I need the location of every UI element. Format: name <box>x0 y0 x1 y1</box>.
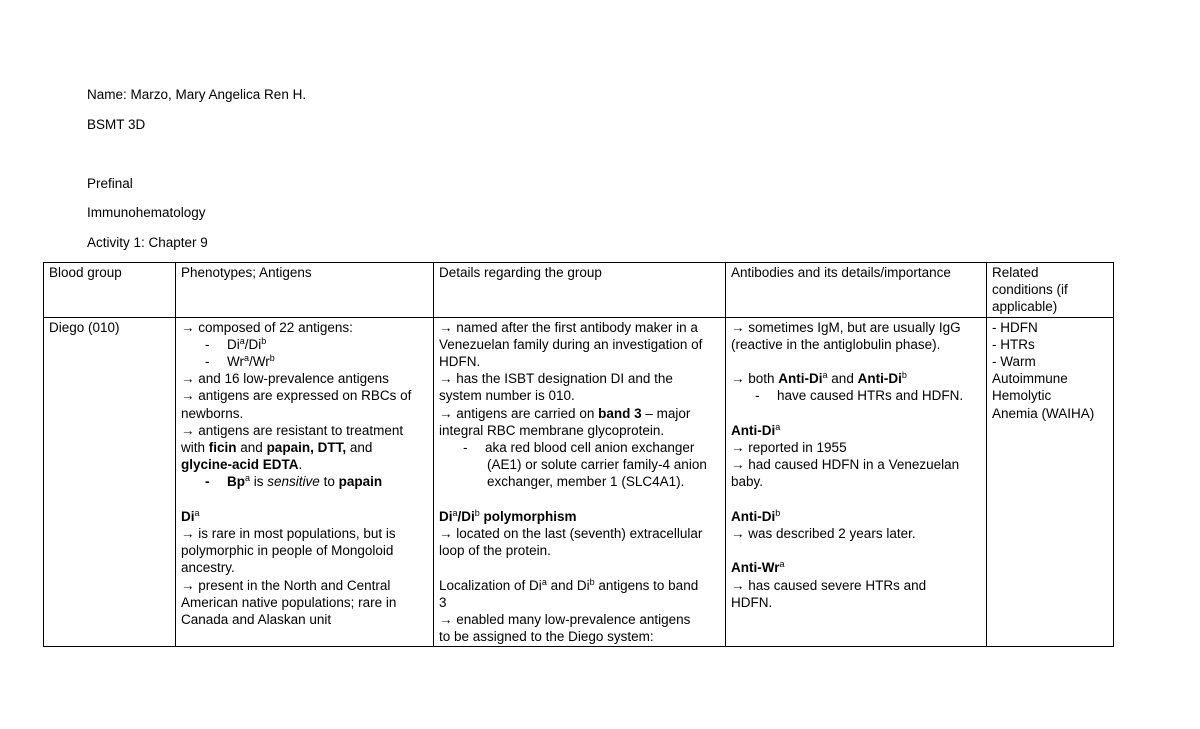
header-phenotypes: Phenotypes; Antigens <box>176 263 434 318</box>
header-related-conditions: Related conditions (if applicable) <box>987 263 1114 318</box>
student-name: Name: Marzo, Mary Angelica Ren H. <box>87 87 307 102</box>
blood-group-table <box>43 262 1114 647</box>
dia-title: Di$^a$ <box>181 507 200 524</box>
table-header-row <box>44 263 1114 318</box>
polymorphism-title: Di$^a$/Di$^b$ polymorphism <box>439 507 577 524</box>
section-label: BSMT 3D <box>87 117 146 132</box>
header-details: Details regarding the group <box>434 263 726 318</box>
cell-phenotypes: → composed of 22 antigens: - Di$^a$/Di$^b$ - $Wr^a/Wr^b$ → and 16 low-prevalence antigens → antigens are expressed on RBCs of newborns. → antigens are resistant to treatment with ficin and papain, DTT, and glycine-acid EDTA. - Bp$^a$ is sensitive to papain $Di^a$ → is rare in most populations, but is polymorphic in people of Mongoloid ancestry. → present in the North and Central American native populations; rare in Canada and Alaskan unit <box>176 317 434 647</box>
header-blood-group: Blood group <box>44 263 176 318</box>
table-row <box>44 317 1114 647</box>
anti-dia-title: Anti-Di$^a$ <box>731 421 781 438</box>
cell-related-conditions: - HDFN - HTRs - Warm Autoimmune Hemolytic Anemia (WAIHA) <box>987 317 1114 647</box>
term-label: Prefinal <box>87 176 133 191</box>
cell-antibodies: → sometimes IgM, but are usually IgG (reactive in the antiglobulin phase). → both Anti-Di$^a$ and Anti-Di$^b$ - have caused HTRs and HDFN. Anti-$Di^a$ → reported in 1955 → had caused HDFN in a Venezuelan baby. Anti-$Di^b$ → was described 2 years later. Anti-$Wr^a$ → has caused severe HTRs and HDFN. <box>726 317 987 647</box>
cell-details: → named after the first antibody maker in a Venezuelan family during an investigation of HDFN. → has the ISBT designation DI and the system number is 010. → antigens are carried on band 3 – major integral RBC membrane glycoprotein. - aka red blood cell anion exchanger (AE1) or solute carrier family-4 anion exchanger, member 1 (SLC4A1). Di$^a$/Di$^b$ polymorphism → located on the last (seventh) extracellular loop of the protein. Localization of Di$^a$ and Di$^b$ antigens to band 3 → enabled many low-prevalence antigens to be assigned to the Diego system: <box>434 317 726 647</box>
subject-label: Immunohematology <box>87 205 206 220</box>
header-antibodies: Antibodies and its details/importance <box>726 263 987 318</box>
cell-blood-group: Diego (010) <box>44 317 176 647</box>
activity-label: Activity 1: Chapter 9 <box>87 235 208 250</box>
anti-wra-title: Anti-Wr$^a$ <box>731 559 785 576</box>
anti-dib-title: Anti-Di$^b$ <box>731 507 781 524</box>
